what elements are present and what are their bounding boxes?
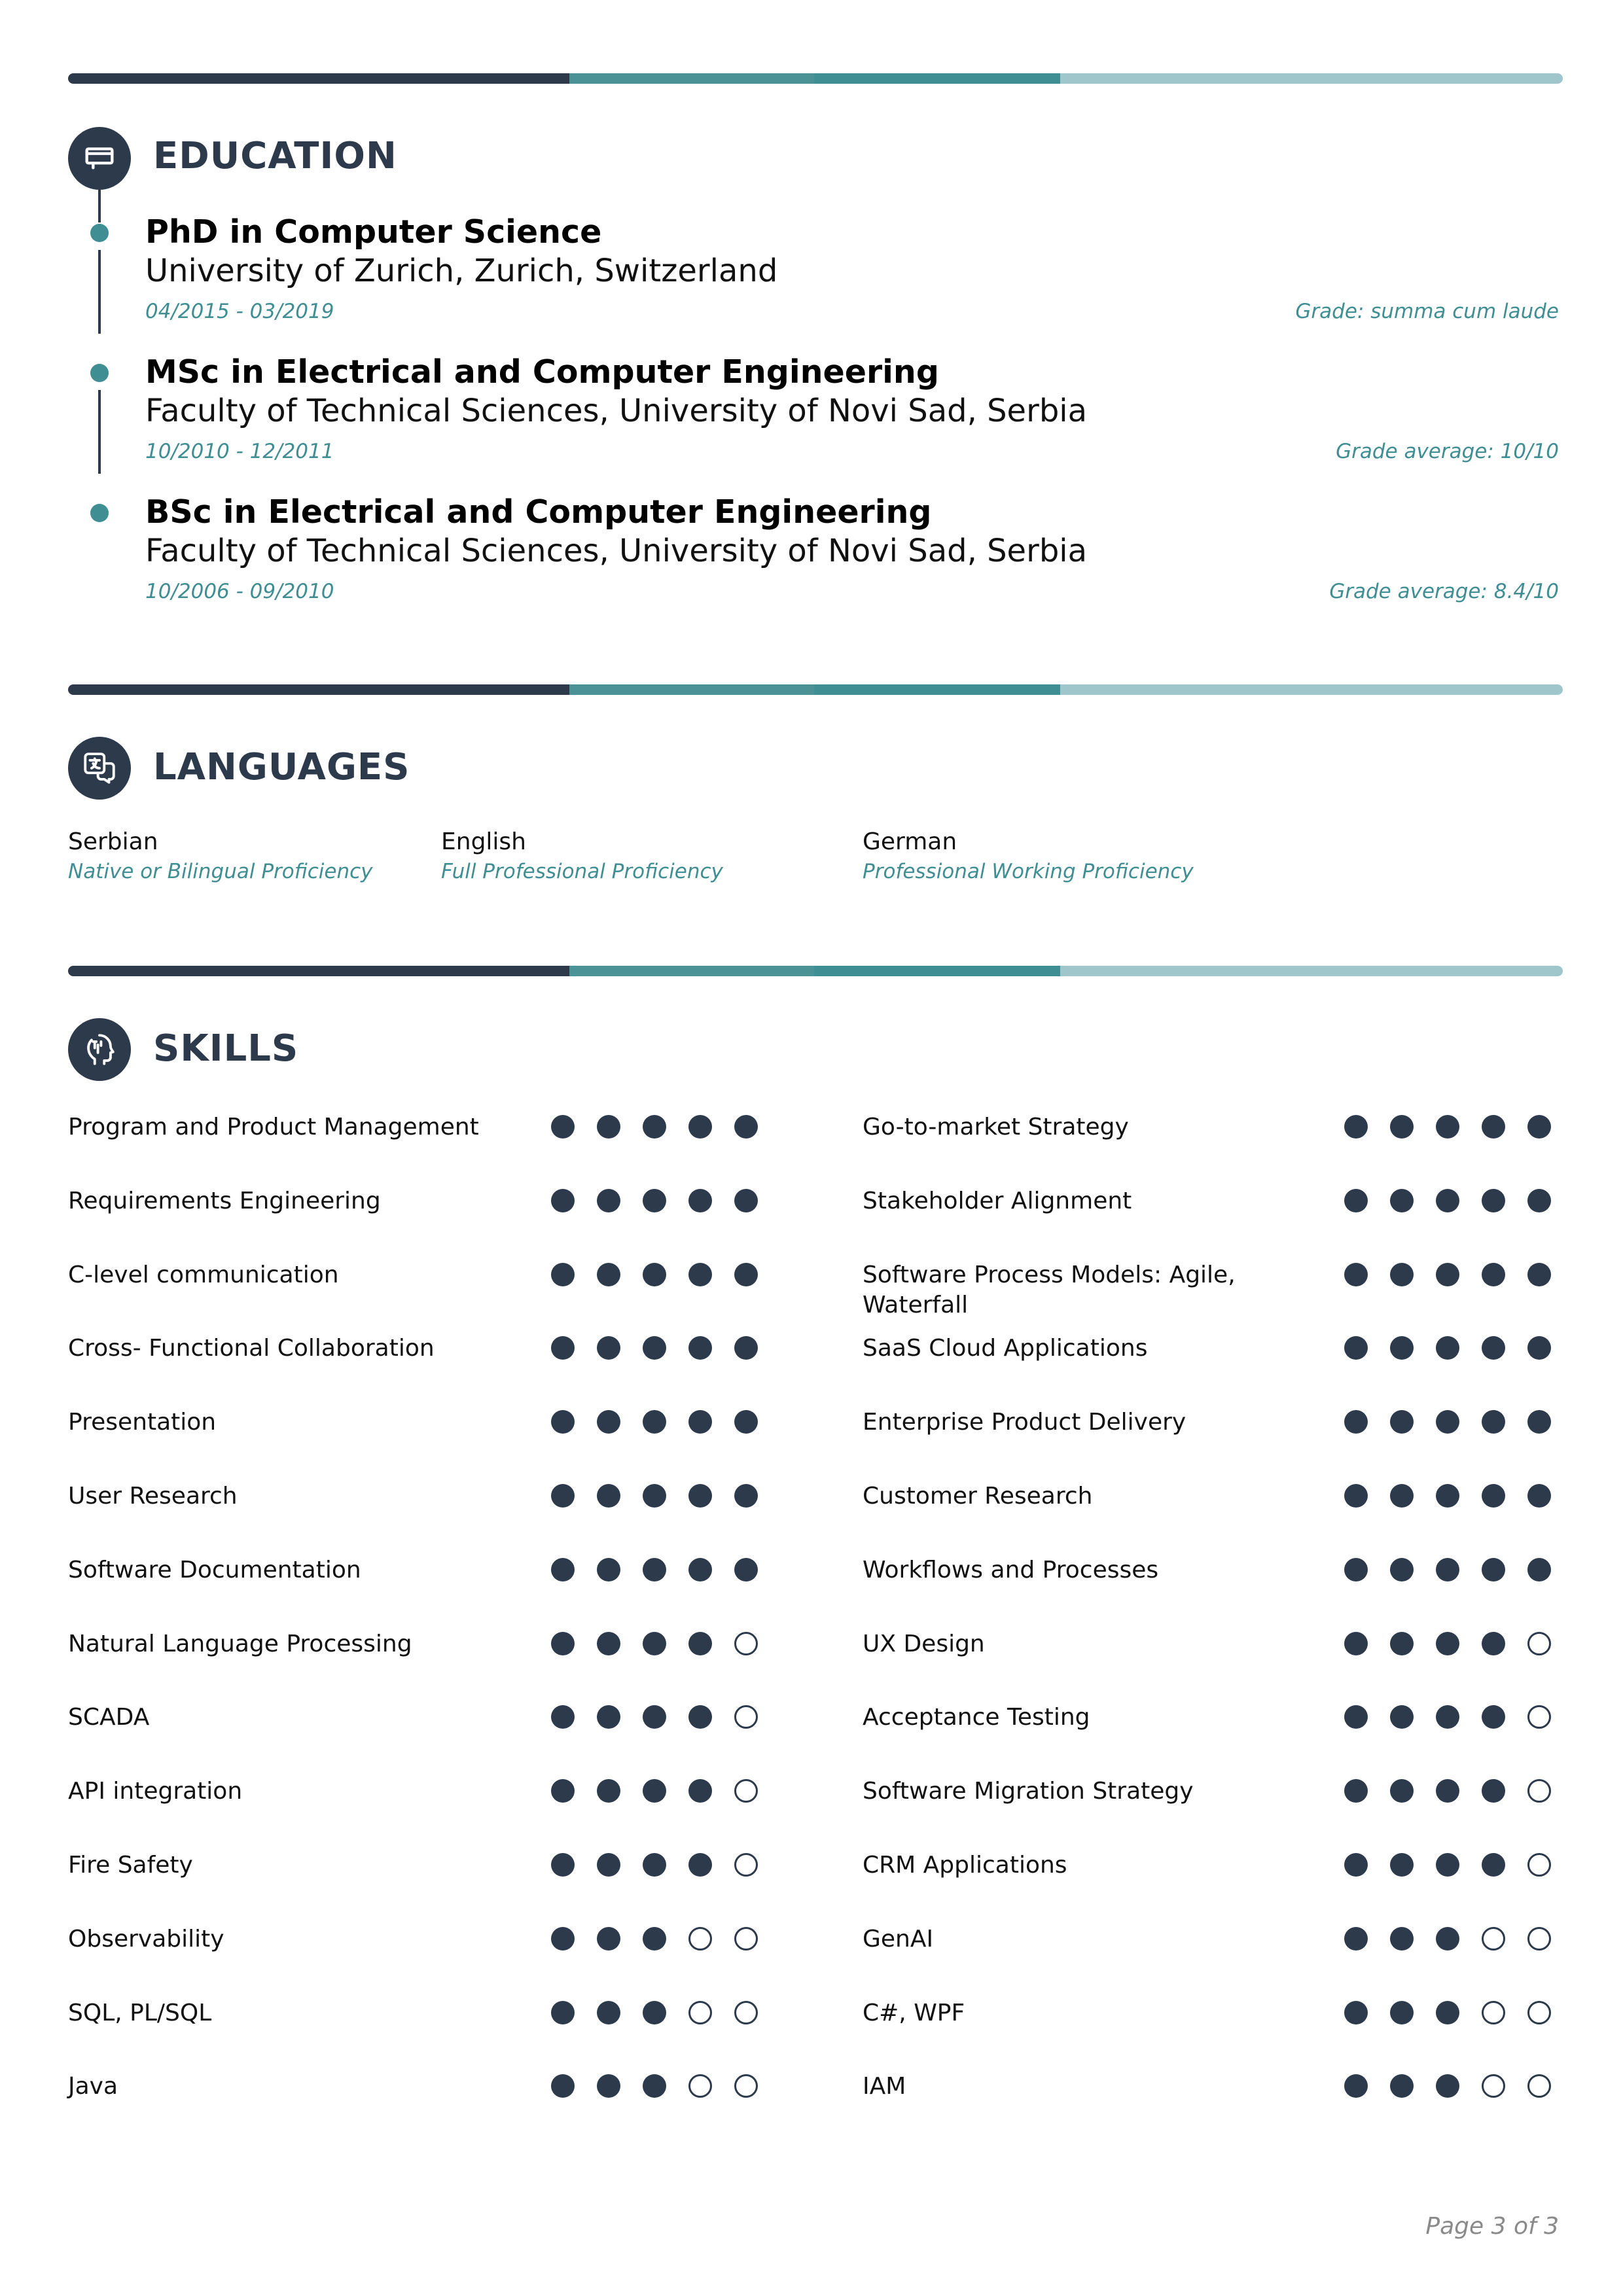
skill-name: UX Design	[863, 1630, 985, 1657]
language-name: German	[863, 828, 957, 855]
rating-dot-filled	[1527, 1558, 1551, 1581]
skill-name: User Research	[68, 1483, 238, 1510]
rating-dot-filled	[1527, 1115, 1551, 1139]
skill-rating	[551, 1115, 780, 1139]
degree-title: PhD in Computer Science	[145, 213, 602, 251]
skill-name: CRM Applications	[863, 1852, 1067, 1879]
rating-dot-filled	[1436, 1336, 1459, 1360]
rating-dot-empty	[734, 1705, 758, 1729]
rating-dot-filled	[551, 1189, 575, 1212]
skill-name: Cross- Functional Collaboration	[68, 1335, 435, 1362]
rating-dot-filled	[1482, 1853, 1505, 1877]
rating-dot-filled	[1390, 1632, 1414, 1655]
rating-dot-filled	[551, 1115, 575, 1139]
rating-dot-filled	[734, 1189, 758, 1212]
rating-dot-filled	[551, 1853, 575, 1877]
skill-rating	[551, 2074, 780, 2098]
rating-dot-filled	[643, 1705, 666, 1729]
language-name: Serbian	[68, 828, 158, 855]
rating-dot-filled	[643, 1336, 666, 1360]
skill-rating	[551, 1484, 780, 1508]
timeline-line	[98, 250, 101, 334]
rating-dot-filled	[1344, 1189, 1368, 1212]
rating-dot-empty	[1527, 2074, 1551, 2098]
rating-dot-filled	[1436, 1484, 1459, 1508]
skill-name: Natural Language Processing	[68, 1630, 412, 1657]
rating-dot-filled	[1390, 2074, 1414, 2098]
skill-name: Java	[68, 2073, 118, 2100]
skill-rating	[551, 1558, 780, 1581]
rating-dot-empty	[734, 2001, 758, 2024]
rating-dot-filled	[1344, 1779, 1368, 1803]
rating-dot-empty	[688, 2001, 712, 2024]
skill-name: C-level communication	[68, 1261, 339, 1288]
rating-dot-filled	[1390, 1484, 1414, 1508]
rating-dot-filled	[1482, 1410, 1505, 1434]
skill-rating	[1344, 2001, 1573, 2024]
skill-rating	[1344, 2074, 1573, 2098]
rating-dot-filled	[688, 1115, 712, 1139]
rating-dot-filled	[551, 1484, 575, 1508]
rating-dot-filled	[1390, 1410, 1414, 1434]
rating-dot-filled	[597, 1632, 620, 1655]
skill-name: Acceptance Testing	[863, 1704, 1090, 1731]
rating-dot-empty	[734, 1927, 758, 1951]
rating-dot-filled	[597, 1779, 620, 1803]
skill-rating	[1344, 1484, 1573, 1508]
skill-rating	[551, 1632, 780, 1655]
rating-dot-filled	[1344, 2074, 1368, 2098]
rating-dot-filled	[1436, 1632, 1459, 1655]
skill-rating	[1344, 1705, 1573, 1729]
rating-dot-filled	[734, 1263, 758, 1286]
rating-dot-filled	[1344, 2001, 1368, 2024]
section-divider	[68, 684, 1563, 695]
skill-rating	[1344, 1558, 1573, 1581]
rating-dot-filled	[1390, 1189, 1414, 1212]
section-divider	[68, 966, 1563, 976]
graduation-cap-icon	[68, 127, 131, 190]
education-grade: Grade average: 8.4/10	[1329, 580, 1559, 603]
rating-dot-empty	[734, 1632, 758, 1655]
rating-dot-filled	[688, 1558, 712, 1581]
skill-rating	[551, 1410, 780, 1434]
rating-dot-filled	[734, 1558, 758, 1581]
rating-dot-filled	[1482, 1779, 1505, 1803]
rating-dot-filled	[1344, 1927, 1368, 1951]
rating-dot-filled	[643, 1189, 666, 1212]
rating-dot-filled	[1344, 1115, 1368, 1139]
rating-dot-empty	[1527, 1705, 1551, 1729]
rating-dot-filled	[688, 1705, 712, 1729]
skill-rating	[551, 1779, 780, 1803]
skill-rating	[1344, 1632, 1573, 1655]
rating-dot-filled	[1344, 1336, 1368, 1360]
translate-icon	[68, 737, 131, 800]
language-name: English	[441, 828, 526, 855]
skill-name: Software Documentation	[68, 1556, 361, 1583]
degree-title: BSc in Electrical and Computer Engineering	[145, 493, 932, 531]
rating-dot-filled	[551, 1558, 575, 1581]
rating-dot-filled	[688, 1779, 712, 1803]
rating-dot-filled	[597, 1853, 620, 1877]
rating-dot-filled	[597, 1115, 620, 1139]
rating-dot-filled	[1344, 1705, 1368, 1729]
degree-title: MSc in Electrical and Computer Engineering	[145, 353, 939, 391]
rating-dot-filled	[551, 1927, 575, 1951]
rating-dot-filled	[688, 1632, 712, 1655]
rating-dot-filled	[551, 1632, 575, 1655]
rating-dot-filled	[1436, 1558, 1459, 1581]
skill-rating	[551, 1336, 780, 1360]
rating-dot-filled	[643, 1853, 666, 1877]
rating-dot-filled	[1390, 1705, 1414, 1729]
rating-dot-filled	[597, 1410, 620, 1434]
rating-dot-empty	[1527, 1632, 1551, 1655]
rating-dot-filled	[1436, 1115, 1459, 1139]
rating-dot-filled	[643, 1558, 666, 1581]
skill-name: C#, WPF	[863, 1999, 965, 2026]
skill-name: Customer Research	[863, 1483, 1093, 1510]
skill-name: API integration	[68, 1778, 243, 1805]
rating-dot-filled	[597, 2001, 620, 2024]
skill-name: Fire Safety	[68, 1852, 193, 1879]
rating-dot-filled	[551, 1705, 575, 1729]
rating-dot-filled	[1527, 1484, 1551, 1508]
rating-dot-filled	[551, 2001, 575, 2024]
rating-dot-filled	[643, 1927, 666, 1951]
skill-name: Requirements Engineering	[68, 1187, 381, 1214]
rating-dot-filled	[1436, 2074, 1459, 2098]
timeline-dot	[90, 504, 109, 522]
skill-rating	[551, 1189, 780, 1212]
rating-dot-filled	[1482, 1484, 1505, 1508]
rating-dot-filled	[1436, 2001, 1459, 2024]
skill-rating	[1344, 1263, 1573, 1286]
rating-dot-filled	[1390, 1779, 1414, 1803]
rating-dot-filled	[551, 1410, 575, 1434]
rating-dot-filled	[734, 1410, 758, 1434]
rating-dot-filled	[1436, 1927, 1459, 1951]
rating-dot-filled	[597, 1263, 620, 1286]
rating-dot-filled	[1527, 1263, 1551, 1286]
school-name: Faculty of Technical Sciences, University of Novi Sad, Serbia	[145, 393, 1088, 429]
skill-name: SCADA	[68, 1704, 150, 1731]
education-grade: Grade average: 10/10	[1336, 440, 1559, 463]
timeline-dot	[90, 364, 109, 382]
rating-dot-filled	[1482, 1189, 1505, 1212]
rating-dot-filled	[643, 1779, 666, 1803]
rating-dot-filled	[688, 1853, 712, 1877]
rating-dot-filled	[734, 1336, 758, 1360]
school-name: Faculty of Technical Sciences, University of Novi Sad, Serbia	[145, 533, 1088, 569]
rating-dot-filled	[688, 1336, 712, 1360]
rating-dot-filled	[643, 1410, 666, 1434]
rating-dot-filled	[1482, 1558, 1505, 1581]
timeline-line	[98, 390, 101, 474]
skill-name: Program and Product Management	[68, 1114, 479, 1140]
skill-rating	[1344, 1853, 1573, 1877]
skill-rating	[1344, 1336, 1573, 1360]
rating-dot-filled	[1390, 1263, 1414, 1286]
skill-rating	[1344, 1189, 1573, 1212]
rating-dot-filled	[1482, 1336, 1505, 1360]
rating-dot-filled	[1527, 1336, 1551, 1360]
languages-title: LANGUAGES	[153, 746, 410, 788]
rating-dot-empty	[1527, 1779, 1551, 1803]
rating-dot-filled	[1390, 1336, 1414, 1360]
rating-dot-filled	[1436, 1779, 1459, 1803]
rating-dot-filled	[597, 1484, 620, 1508]
rating-dot-filled	[1436, 1263, 1459, 1286]
education-dates: 10/2010 - 12/2011	[145, 440, 334, 463]
rating-dot-filled	[1482, 1115, 1505, 1139]
rating-dot-empty	[1482, 2074, 1505, 2098]
skill-name: Workflows and Processes	[863, 1556, 1159, 1583]
rating-dot-filled	[1390, 1853, 1414, 1877]
rating-dot-filled	[643, 2074, 666, 2098]
page-number: Page 3 of 3	[1425, 2213, 1559, 2240]
education-dates: 04/2015 - 03/2019	[145, 300, 334, 323]
rating-dot-filled	[688, 1189, 712, 1212]
rating-dot-filled	[1390, 1927, 1414, 1951]
skill-rating	[551, 1705, 780, 1729]
education-title: EDUCATION	[153, 135, 397, 177]
rating-dot-filled	[1344, 1410, 1368, 1434]
skill-rating	[1344, 1779, 1573, 1803]
rating-dot-filled	[734, 1115, 758, 1139]
tools-head-icon	[68, 1018, 131, 1081]
rating-dot-filled	[688, 1263, 712, 1286]
rating-dot-empty	[734, 2074, 758, 2098]
skill-name: Go-to-market Strategy	[863, 1114, 1129, 1140]
skill-name: Presentation	[68, 1409, 217, 1436]
rating-dot-filled	[643, 1263, 666, 1286]
rating-dot-filled	[597, 1189, 620, 1212]
rating-dot-filled	[551, 1263, 575, 1286]
rating-dot-filled	[1344, 1558, 1368, 1581]
rating-dot-filled	[1482, 1632, 1505, 1655]
rating-dot-filled	[597, 1336, 620, 1360]
rating-dot-empty	[1527, 1853, 1551, 1877]
skill-name: SQL, PL/SQL	[68, 1999, 212, 2026]
rating-dot-filled	[597, 1558, 620, 1581]
rating-dot-filled	[597, 2074, 620, 2098]
rating-dot-filled	[1527, 1189, 1551, 1212]
skill-name: Enterprise Product Delivery	[863, 1409, 1186, 1436]
rating-dot-filled	[1436, 1853, 1459, 1877]
rating-dot-filled	[643, 2001, 666, 2024]
rating-dot-filled	[1344, 1853, 1368, 1877]
rating-dot-filled	[1344, 1484, 1368, 1508]
school-name: University of Zurich, Zurich, Switzerland	[145, 253, 778, 289]
rating-dot-filled	[1390, 1115, 1414, 1139]
rating-dot-empty	[1527, 1927, 1551, 1951]
rating-dot-filled	[551, 2074, 575, 2098]
skill-rating	[551, 1853, 780, 1877]
skill-name: Software Migration Strategy	[863, 1778, 1194, 1805]
rating-dot-filled	[1527, 1410, 1551, 1434]
rating-dot-filled	[551, 1336, 575, 1360]
skill-name: Observability	[68, 1925, 224, 1952]
rating-dot-filled	[1436, 1705, 1459, 1729]
skill-name: SaaS Cloud Applications	[863, 1335, 1148, 1362]
skill-rating	[551, 1263, 780, 1286]
rating-dot-filled	[1436, 1189, 1459, 1212]
rating-dot-filled	[1344, 1632, 1368, 1655]
rating-dot-empty	[688, 1927, 712, 1951]
skills-title: SKILLS	[153, 1027, 299, 1070]
rating-dot-empty	[688, 2074, 712, 2098]
rating-dot-filled	[643, 1115, 666, 1139]
skill-rating	[1344, 1927, 1573, 1951]
rating-dot-filled	[643, 1484, 666, 1508]
rating-dot-empty	[1482, 1927, 1505, 1951]
skill-name: Stakeholder Alignment	[863, 1187, 1132, 1214]
rating-dot-empty	[734, 1853, 758, 1877]
rating-dot-filled	[597, 1927, 620, 1951]
rating-dot-filled	[688, 1484, 712, 1508]
education-grade: Grade: summa cum laude	[1295, 300, 1559, 323]
rating-dot-empty	[1482, 2001, 1505, 2024]
rating-dot-filled	[643, 1632, 666, 1655]
education-dates: 10/2006 - 09/2010	[145, 580, 334, 603]
skill-rating	[1344, 1410, 1573, 1434]
skill-name: IAM	[863, 2073, 906, 2100]
rating-dot-filled	[1436, 1410, 1459, 1434]
rating-dot-filled	[1482, 1263, 1505, 1286]
skill-rating	[1344, 1115, 1573, 1139]
skill-rating	[551, 2001, 780, 2024]
rating-dot-empty	[1527, 2001, 1551, 2024]
rating-dot-filled	[688, 1410, 712, 1434]
skill-name: Software Process Models: Agile, Waterfall	[863, 1261, 1236, 1318]
language-level: Full Professional Proficiency	[441, 860, 723, 883]
rating-dot-empty	[734, 1779, 758, 1803]
rating-dot-filled	[551, 1779, 575, 1803]
rating-dot-filled	[597, 1705, 620, 1729]
rating-dot-filled	[1482, 1705, 1505, 1729]
rating-dot-filled	[734, 1484, 758, 1508]
skill-name: GenAI	[863, 1925, 934, 1952]
section-divider	[68, 73, 1563, 84]
rating-dot-filled	[1390, 1558, 1414, 1581]
timeline-dot	[90, 224, 109, 242]
language-level: Professional Working Proficiency	[863, 860, 1194, 883]
language-level: Native or Bilingual Proficiency	[68, 860, 373, 883]
rating-dot-filled	[1390, 2001, 1414, 2024]
timeline-line	[98, 190, 101, 222]
rating-dot-filled	[1344, 1263, 1368, 1286]
skill-rating	[551, 1927, 780, 1951]
